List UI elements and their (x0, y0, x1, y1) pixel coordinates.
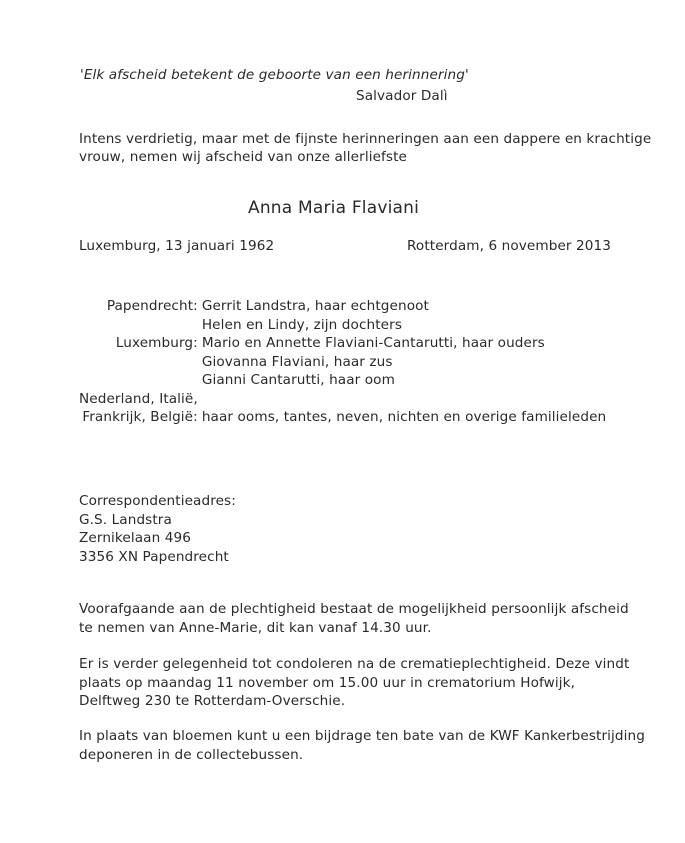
correspondence-city: 3356 XN Papendrecht (79, 548, 229, 565)
family-person: Helen en Lindy, zijn dochters (201, 316, 402, 333)
family-row (79, 408, 606, 427)
family-place (79, 371, 200, 390)
family-person: Giovanna Flaviani, haar zus (201, 353, 393, 370)
condolences-line: Er is verder gelegenheid tot condoleren na de crematieplechtigheid. Deze vindt (79, 656, 630, 672)
family-person: Mario en Annette Flaviani-Cantarutti, haar ouders (201, 335, 545, 351)
death-place-date: Rotterdam, 6 november 2013 (407, 238, 612, 254)
correspondence-name: G.S. Landstra (79, 511, 172, 528)
family-place (79, 316, 200, 335)
donation-line: In plaats van bloemen kunt u een bijdrage ten bate van de KWF Kankerbestrijding (79, 728, 645, 744)
family-row (79, 390, 606, 409)
family-place: Luxemburg: (115, 335, 198, 351)
condolences-line: plaats op maandag 11 november om 15.00 uur in crematorium Hofwijk, (79, 674, 576, 691)
correspondence-label: Correspondentieadres: (79, 493, 236, 509)
birth-place-date: Luxemburg, 13 januari 1962 (79, 238, 275, 254)
family-extra-place-line-1: Nederland, Italië, (79, 390, 198, 407)
family-person: Gianni Cantarutti, haar oom (201, 372, 395, 388)
farewell-paragraph (79, 600, 629, 637)
family-extra-person: haar ooms, tantes, neven, nichten en overige familieleden (201, 409, 607, 425)
correspondence-address (79, 492, 236, 566)
farewell-line: Voorafgaande aan de plechtigheid bestaat de mogelijkheid persoonlijk afscheid (79, 601, 629, 617)
intro-line-2: vrouw, nemen wij afscheid van onze allerliefste (79, 149, 407, 165)
family-list (79, 297, 606, 427)
donation-paragraph (79, 727, 645, 764)
condolences-line: Delftweg 230 te Rotterdam-Overschie. (79, 693, 346, 709)
farewell-line: te nemen van Anne-Marie, dit kan vanaf 14.30 uur. (79, 619, 432, 636)
family-place: Papendrecht: (106, 298, 198, 314)
family-row (79, 297, 606, 316)
family-extra-place-line-2: Frankrijk, België: (82, 409, 198, 425)
intro-line-1: Intens verdrietig, maar met de fijnste herinneringen aan een dappere en krachtige (79, 131, 652, 147)
family-person: Gerrit Landstra, haar echtgenoot (201, 298, 429, 314)
quote-author: Salvador Dalì (356, 88, 448, 104)
correspondence-street: Zernikelaan 496 (79, 530, 191, 546)
family-row (79, 316, 606, 335)
condolences-paragraph (79, 655, 629, 711)
family-row (79, 334, 606, 353)
family-place (79, 353, 200, 372)
family-row (79, 353, 606, 372)
donation-line: deponeren in de collectebussen. (79, 746, 304, 763)
quote-text: 'Elk afscheid betekent de geboorte van een herinnering' (80, 67, 469, 83)
family-row (79, 371, 606, 390)
deceased-name: Anna Maria Flaviani (248, 198, 420, 218)
